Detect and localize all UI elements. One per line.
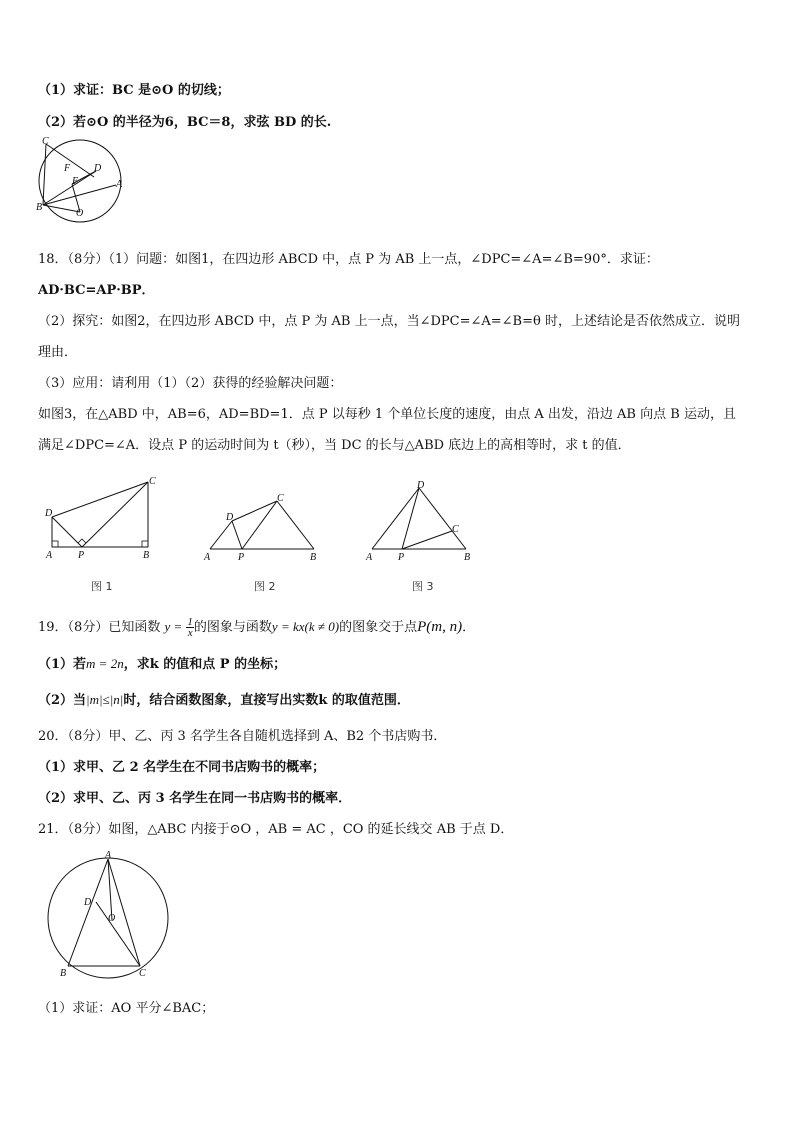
svg-text:B: B [464,552,471,563]
svg-text:P: P [238,552,245,563]
q18-line7: 满足∠DPC=∠A．设点 P 的运动时间为 t（秒），当 DC 的长与△ABD 底边上的高相等时，求 t 的值． [38,438,631,453]
svg-text:B: B [60,968,67,979]
q17-label-d: D [94,163,102,174]
q17-part2: （2）若⊙O 的半径为6，BC＝8，求弦 BD 的长. [38,115,332,130]
q19-fraction [186,617,194,638]
q19-point: P(m, n) [417,619,463,635]
q20-line2: （1）求甲、乙 2 名学生在不同书店购书的概率； [38,760,326,775]
q18-line6: 如图3，在△ABD 中，AB=6，AD=BD=1．点 P 以每秒 1 个单位长度的速度，由点 A 出发，沿边 AB 向点 B 运动，且 [38,407,736,422]
q19-part1-eq: m = 2n [86,656,124,671]
q19-part1: （1）若m = 2n，求k 的值和点 P 的坐标； [38,656,287,672]
q20-line3: （2）求甲、乙、丙 3 名学生在同一书店购书的概率． [38,791,352,806]
svg-text:C: C [452,524,459,535]
q17-label-f: F [64,163,71,174]
q20-line1: 20．（8分）甲、乙、丙 3 名学生各自随机选择到 A、B2 个书店购书． [38,729,447,744]
q18-figure1 [42,474,162,564]
q19-frac-den: x [187,627,193,639]
q19-prefix: 19．（8分）已知函数 [38,620,161,635]
q19-func2: y = kx(k ≠ 0) [271,619,340,634]
svg-text:A: A [46,550,53,561]
q17-label-o: O [76,208,84,219]
q19-suffix: 的图象交于点 [339,620,418,635]
q18-line5: （3）应用：请利用（1）（2）获得的经验解决问题： [38,376,343,391]
q17-figure [36,138,126,228]
svg-text:D: D [417,480,425,491]
q17-part1: （1）求证：BC 是⊙O 的切线； [38,83,230,98]
svg-text:C: C [139,968,146,979]
q18-line1: 18．（8分）（1）问题：如图1，在四边形 ABCD 中，点 P 为 AB 上一点，∠DPC=∠A=∠B=90°．求证： [38,252,659,267]
q21-part1: （1）求证：AO 平分∠BAC； [38,1001,215,1016]
svg-text:P: P [78,550,85,561]
svg-text:D: D [84,897,92,908]
q17-label-c: C [42,136,49,147]
svg-text:P: P [398,552,405,563]
q18-fig2-caption: 图 2 [254,580,276,593]
svg-text:A: A [105,850,112,861]
q18-line3: （2）探究：如图2，在四边形 ABCD 中，点 P 为 AB 上一点，当∠DPC=∠A=∠B=θ 时，上述结论是否依然成立．说明 [38,314,740,329]
svg-text:D: D [45,508,53,519]
q19-part2: （2）当|m|≤|n|时，结合函数图象，直接写出实数k 的取值范围． [38,692,410,708]
q18-figure3 [362,478,482,568]
svg-text:O: O [108,913,116,924]
q21-figure [44,850,174,980]
q18-fig1-caption: 图 1 [91,580,113,593]
q18-line4: 理由． [38,345,78,360]
svg-text:A: A [366,552,373,563]
q18-figure2 [200,488,330,568]
q19-mid: 的图象与函数 [193,620,272,635]
q21-line1: 21．（8分）如图，△ABC 内接于⊙O ，AB = AC ，CO 的延长线交 AB 于点 D． [38,822,514,837]
q17-label-a: A [116,179,123,190]
q18-line2: AD·BC=AP·BP． [38,283,155,298]
q19-line1: 19．（8分）已知函数 y = $\frac{1}{x}$ 的图象与函数y = kx(k ≠ 0)的图象交于点P(m, n)． [38,616,476,639]
svg-text:B: B [143,550,150,561]
q18-fig3-caption: 图 3 [412,580,434,593]
svg-text:C: C [277,493,284,504]
q17-label-e: E [72,176,79,187]
svg-text:A: A [204,552,211,563]
q17-label-b: B [36,202,43,213]
q19-end: ． [462,620,476,635]
q19-part2-eq: |m|≤|n| [86,692,124,707]
q19-frac-num: 1 [187,616,193,628]
svg-text:B: B [310,552,317,563]
svg-text:D: D [226,512,234,523]
svg-text:C: C [149,476,156,487]
